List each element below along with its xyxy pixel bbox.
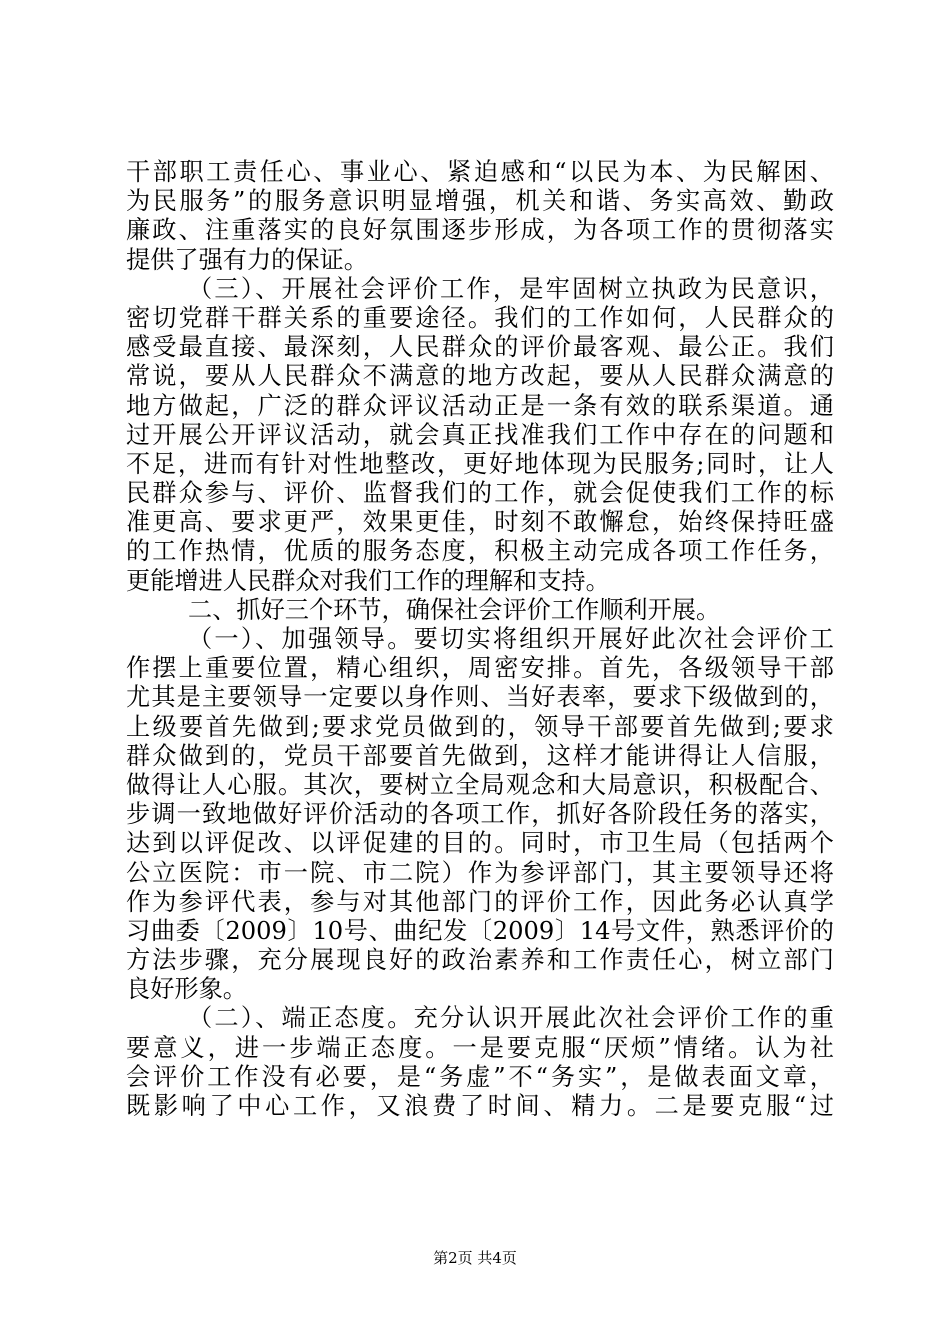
section-heading: 二、抓好三个环节，确保社会评价工作顺利开展。 (188, 595, 721, 624)
paragraph-start-line: （二）、端正态度。充分认识开展此次社会评价工作的重 (188, 1004, 834, 1033)
text-line: 步调一致地做好评价活动的各项工作，抓好各阶段任务的落实， (126, 800, 834, 829)
text-line: 为民服务”的服务意识明显增强，机关和谐、务实高效、勤政 (126, 187, 834, 216)
document-body (126, 158, 834, 1121)
page-number-footer: 第2页 共4页 (433, 1249, 517, 1267)
text-line: 良好形象。 (126, 975, 247, 1004)
text-line: 准更高、要求更严，效果更佳，时刻不敢懈怠，始终保持旺盛 (126, 508, 834, 537)
text-line: 过开展公开评议活动，就会真正找准我们工作中存在的问题和 (126, 420, 834, 449)
text-line: 作摆上重要位置，精心组织，周密安排。首先，各级领导干部 (126, 654, 834, 683)
text-line: 常说，要从人民群众不满意的地方改起，要从人民群众满意的 (126, 362, 834, 391)
text-line: 感受最直接、最深刻，人民群众的评价最客观、最公正。我们 (126, 333, 834, 362)
text-line: 廉政、注重落实的良好氛围逐步形成，为各项工作的贯彻落实 (126, 216, 834, 245)
text-line: 达到以评促改、以评促建的目的。同时，市卫生局（包括两个 (126, 829, 834, 858)
text-line: 不足，进而有针对性地整改，更好地体现为民服务;同时，让人 (126, 449, 834, 478)
text-line: 既影响了中心工作，又浪费了时间、精力。二是要克服“过 (126, 1092, 834, 1120)
text-line: 尤其是主要领导一定要以身作则、当好表率，要求下级做到的， (126, 683, 834, 712)
text-line: 做得让人心服。其次，要树立全局观念和大局意识，积极配合、 (126, 770, 834, 799)
text-line: 提供了强有力的保证。 (126, 245, 368, 274)
text-line: 方法步骤，充分展现良好的政治素养和工作责任心，树立部门 (126, 946, 834, 975)
text-line: 习曲委〔2009〕10号、曲纪发〔2009〕14号文件，熟悉评价的 (126, 916, 834, 945)
text-line: 密切党群干群关系的重要途径。我们的工作如何，人民群众的 (126, 303, 834, 332)
text-line: 群众做到的，党员干部要首先做到，这样才能讲得让人信服， (126, 741, 834, 770)
text-line: 的工作热情，优质的服务态度，积极主动完成各项工作任务， (126, 537, 834, 566)
text-line: 要意义，进一步端正态度。一是要克服“厌烦”情绪。认为社 (126, 1033, 834, 1062)
text-line: 上级要首先做到;要求党员做到的，领导干部要首先做到;要求 (126, 712, 834, 741)
paragraph-start-line: （一）、加强领导。要切实将组织开展好此次社会评价工 (188, 625, 834, 653)
text-line: 干部职工责任心、事业心、紧迫感和“以民为本、为民解困、 (126, 158, 834, 186)
text-line: 作为参评代表，参与对其他部门的评价工作，因此务必认真学 (126, 887, 834, 916)
text-line: 公立医院：市一院、市二院）作为参评部门，其主要领导还将 (126, 858, 834, 887)
text-line: 更能增进人民群众对我们工作的理解和支持。 (126, 566, 610, 595)
text-line: 民群众参与、评价、监督我们的工作，就会促使我们工作的标 (126, 479, 834, 508)
paragraph-start-line: （三）、开展社会评价工作，是牢固树立执政为民意识， (188, 274, 834, 303)
text-line: 地方做起，广泛的群众评议活动正是一条有效的联系渠道。通 (126, 391, 834, 420)
text-line: 会评价工作没有必要，是“务虚”不“务实”，是做表面文章， (126, 1062, 834, 1091)
